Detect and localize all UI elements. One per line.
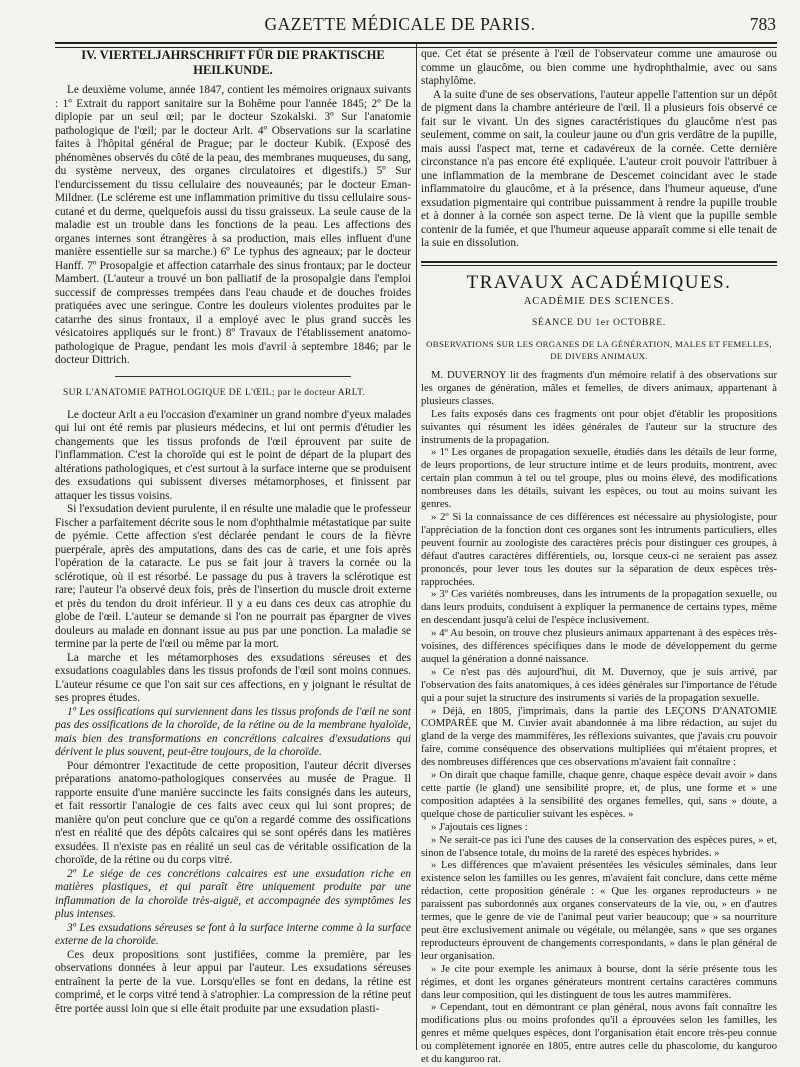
report-paragraph: » 3º Ces variétés nombreuses, dans les intruments de la propagation sexuelle, ou dans leurs produits, conduisent à expliquer la permanence de certains types, même en descendant jusqu'à celui de l'espèce inclusivement.	[421, 589, 777, 627]
report-paragraph: M. DUVERNOY lit des fragments d'un mémoire relatif à des observations sur les organes de génération, mâles et femelles, de divers animaux, appartenant à plusieurs classes.	[421, 370, 777, 407]
section-title-line-1: IV. VIERTELJAHRSCHRIFT FÜR DIE PRAKTISCHE	[81, 48, 385, 62]
article-paragraph: Ces deux propositions sont justifiées, comme la première, par les observations données à leur appui par l'auteur. Les exsudations séreuses entraînent la perte de la vue. Lorsqu'elles se font en dedans, la rétine est comprimé, et le corps vitré tend à s'atrophier. La compression de la rétine peut être portée aussi loin que si elle était produite par une exsudation plasti-	[55, 948, 411, 1015]
report-paragraph: » 4º Au besoin, on trouve chez plusieurs animaux appartenant à des espèces très-voisines, des différences spécifiques dans le mode de développement du germe auquel la génération a donné naissance.	[421, 628, 777, 665]
left-column	[55, 48, 411, 1048]
page-header	[0, 14, 800, 38]
session-date: SÉANCE DU 1er OCTOBRE.	[531, 317, 667, 328]
page-number: 783	[749, 14, 776, 34]
section-double-rule	[421, 261, 777, 266]
report-paragraph: » 1º Les organes de propagation sexuelle, étudiés dans les détails de leur forme, de leurs proportions, de leur structure intime et de leurs produits, montrent, avec certain plan commun à tel ou tel groupe, plus ou moins élevé, des modifications nombreuses dans les détails, suivant les espèces, ou tout au moins suivant les genres.	[421, 447, 777, 511]
article-paragraph: que. Cet état se présente à l'œil de l'observateur comme une amaurose ou comme un glaucôme, ou bien comme une hydrophthalmie, avec ou sans staphylôme.	[421, 48, 777, 87]
right-column	[421, 48, 777, 1066]
report-paragraph: » J'ajoutais ces lignes :	[431, 821, 528, 833]
report-paragraph: » 2º Si la connaissance de ces différences est nécessaire au physiologiste, pour l'appréciation de la fonction dont ces organes sont les intruments particuliers, elles peuvent fournir au zoologiste des caractères précis pour distinguer ces groupes, à défaut d'autres caractères différentiels, ou, lorsque ceux-ci ne seraient pas assez prononcés, pour lever tous les doutes sur la séparation de deux espèces très-rapprochées.	[421, 511, 777, 588]
article-subheading: SUR L'ANATOMIE PATHOLOGIQUE DE L'ŒIL; par le docteur ARLT.	[63, 387, 366, 398]
academy-report	[421, 370, 777, 1067]
article-paragraph: Le deuxième volume, année 1847, contient les mémoires orignaux suivants : 1º Extrait du rapport sanitaire sur la Bohême pour l'année 1845; 2º De la diplopie par un seul œil; par le docteur Szokalski. 3º Sur l'anatomie pathologique de l'œil; par le docteur Arlt. 4º Observations sur la scarlatine faites à l'hôpital général de Prague; par le docteur Kubik. (Exposé des phénomènes observés du côté de la peau, des membranes muqueuses, du sang, du système nerveux, des organes circulatoires et digestifs.) 5º Sur l'endurcissement du tissu cellulaire des nouveaunés; par le docteur Eman-Mildner. (Le scléreme est une inflammation primitive du tissu cellulaire sous-cutané et du derme, quelquefois aussi du tissu graisseux. La seule cause de la maladie est un trouble dans les fonctions de la peau. Les affections des organes internes sont étrangères à sa production, mais elles influent d'une manière essentielle sur sa marche.) 6º Le typhus des agneaux; par le docteur Hanff. 7º Prosopalgie et affection catarrhale des sinus frontaux; par le docteur Mambert. (L'auteur a trouvé un bon palliatif de la prosopalgie dans l'emploi successif de compresses trempées dans l'eau chaude et de douches froides pratiquées avec une seringue. Contre les douleurs violentes produites par le catarrhe des sinus frontaux, il a employé avec le plus grand succès les vésicatoires appliqués sur le front.) 8º Travaux de l'établissement anatomo-pathologique de Prague, pendant les mois d'avril à septembre 1846; par le docteur Dittrich.	[55, 84, 411, 366]
running-title: GAZETTE MÉDICALE DE PARIS.	[264, 14, 536, 34]
separator-rule	[115, 376, 351, 377]
article-paragraph: La marche et les métamorphoses des exsudations séreuses et des exsudations coagulables dans les tissus profonds de l'œil sont moins connues. L'auteur résume ce que l'on sait sur ces affections, en y joignant le résultat de ses propres études.	[55, 651, 411, 704]
article-paragraph: A la suite d'une de ses observations, l'auteur appelle l'attention sur un dépôt de pigment dans la chambre antérieure de l'œil. Il a plusieurs fois observé ce fait sur le vivant. Un des signes caractéristiques du glaucôme n'est pas seulement, comme on sait, la couleur jaune ou d'un gris verdâtre de la pupille, mais aussi l'aspect mat, terne et cadavéreux de la cornée. Cette dernière circonstance n'a pas encore été expliquée. L'auteur croit pouvoir l'attribuer à une inflammation de la membrane de Descemet coincidant avec le stade inflammatoire du glaucôme, et à la présence, dans l'humeur aqueuse, d'une exsudation pigmentaire qui contribue puissamment à rendre la pupille trouble et à donner à la cornée son aspect terne. De là vient que la pupille semble contenir de la fumée, et que l'humeur aqueuse apparaît comme si elle tenait de la suie en dissolution.	[421, 88, 777, 249]
rubric-title: TRAVAUX ACADÉMIQUES.	[466, 271, 732, 293]
report-paragraph: Les faits exposés dans ces fragments ont pour objet d'établir les propositions suivantes qui résument les idées générales de l'auteur sur la structure des instruments de la propagation.	[421, 408, 777, 446]
article-paragraph: Pour démontrer l'exactitude de cette proposition, l'auteur décrit diverses préparations anatomo-pathologiques conservées au musée de Prague. Il rapporte ensuite d'une manière succincte les faits consignés dans les auteurs, et fait ressortir l'analogie de ces faits avec ceux qui lui sont propres; de manière qu'on peut conclure que ce qu'on a regardé comme des ossifications n'est en réalité que des dépôts calcaires qui se sont opérés dans les matières exsudées. Il n'existe pas en réalité un seul cas de véritable ossification de la choroïde, de la rétine ou du corps vitré.	[55, 759, 411, 866]
article-paragraph-italic: 1º Les ossifications qui surviennent dans les tissus profonds de l'œil ne sont pas des ossifications de la choroïde, de la rétine ou de la membrane hyaloïde, mais bien des transformations en concrétions calcaires d'exsudations qui dérivent le plus souvent, peut-être toujours, de la choroïde.	[55, 705, 411, 758]
article-paragraph: Si l'exsudation devient purulente, il en résulte une maladie que le professeur Fischer a parfaitement décrite sous le nom d'ophthalmie métastatique par suite de pyémie. Cette affection s'est déclarée pendant le cours de la fièvre puerpérale, après des amputations, dans des cas de carie, et une fois après l'opération de la cataracte. Le pus se fait jour à travers la cornée ou la sclérotique, où il est résorbé. Le passage du pus à travers la sclérotique est rare; l'auteur l'a observé deux fois, près de l'insertion du muscle droit externe et près du tendon du droit inférieur. Il y a eu dans ces deux cas atrophie du globe de l'œil. L'auteur se demande si l'on ne pourrait pas épargner de vives douleurs au malade en donnant issue au pus par une ponction. La maladie se termine par la perte de l'œil ou même par la mort.	[55, 503, 411, 650]
report-paragraph: » Les différences que m'avaient présentées les vésicules séminales, dans leur existence selon les familles ou les genres, m'avaient fait conclure, dans cette même rédaction, cette proposition générale : « Que les organes reproducteurs » ne paraissent pas subordonnés aux organes conservateurs de la vie, ou, » en d'autres termes, que le genre de vie de l'animal peut varier beaucoup; que » sa nourriture peut être exclusivement animale ou végétale, ou mélangée, sans » que ses organes reproducteurs éprouvent de changements correspondants, » dans le plan général de leur organisation.	[421, 860, 777, 962]
report-paragraph: » Déjà, en 1805, j'imprimais, dans la partie des LEÇONS D'ANATOMIE COMPARÉE que M. Cuvier avait abandonnée à ma libre rédaction, au sujet du gland de la verge des mammifères, les réflexions suivantes, que j'avais cru pouvoir faire, comme conséquence des observations multipliées qui m'étaient propres, et des nombreuses différences que ces observations m'avaient fait connaître :	[421, 705, 777, 769]
article-paragraph-italic: 3º Les exsudations séreuses se font à la surface interne comme à la surface externe de la choroïde.	[55, 921, 411, 947]
section-title-line-2: HEILKUNDE.	[193, 63, 273, 77]
report-paragraph: » Ce n'est pas dès aujourd'hui, dit M. Duvernoy, que je suis arrivé, par l'observation des faits anatomiques, à ces idées générales sur l'importance de l'étude qui a pour sujet la structure des instruments si variés de la propagation sexuelle.	[421, 666, 777, 704]
column-divider	[416, 44, 417, 1050]
report-paragraph: » Je cite pour exemple les animaux à bourse, dont la série présente tous les régimes, et dont les organes générateurs montrent certains caractères communs dans leur composition, qui les distinguent de tous les autres mammifères.	[421, 963, 777, 1001]
academy-name: ACADÉMIE DES SCIENCES.	[523, 296, 675, 307]
article-paragraph: Le docteur Arlt a eu l'occasion d'examiner un grand nombre d'yeux malades qui lui ont été remis par plusieurs médecins, et lui ont permis d'étudier les changements que les tissus profonds de l'œil éprouvent par suite de l'inflammation. C'est la choroïde qui est le point de départ de la plupart des altérations pathologiques, et c'est surtout à la surface interne que se produisent des exsudations qui subissent diverses métamorphoses, et finissent par attaquer les tissus voisins.	[55, 408, 411, 502]
report-quote: » On dirait que chaque famille, chaque genre, chaque espèce devait avoir » dans cette partie (le gland) une sensibilité propre, et, de plus, une forme et » une composition adaptées à la sensibilité des organes femelles, qui, sans » doute, a quelque chose de particulier suivant les espèces. »	[421, 770, 777, 820]
article-paragraph-italic: 2º Le siége de ces concrétions calcaires est une exsudation riche en matières plastiques, et qui paraît être uniquement produite par une inflammation de la choroïde très-aiguë, et accompagnée des symptômes les plus intenses.	[55, 867, 411, 920]
report-paragraph: » Cependant, tout en démontrant ce plan général, nous avons fait connaître les modifications plus ou moins profondes qu'il a éprouvées selon les familles, les genres et même quelques espèces, dont l'organisation était encore très-peu connue ou complètement ignorée en 1805, entre autres celle du phascolome, du kanguroo et du kanguroo rat.	[421, 1002, 777, 1066]
section-title	[55, 48, 411, 78]
observation-title: OBSERVATIONS SUR LES ORGANES DE LA GÉNÉRATION, MALES ET FEMELLES, DE DIVERS ANIMAUX.	[426, 339, 772, 361]
report-quote: » Ne serait-ce pas ici l'une des causes de la conservation des espèces pures, » et, sinon de l'absence totale, du moins de la rareté des espèces hybrides. »	[421, 834, 777, 859]
